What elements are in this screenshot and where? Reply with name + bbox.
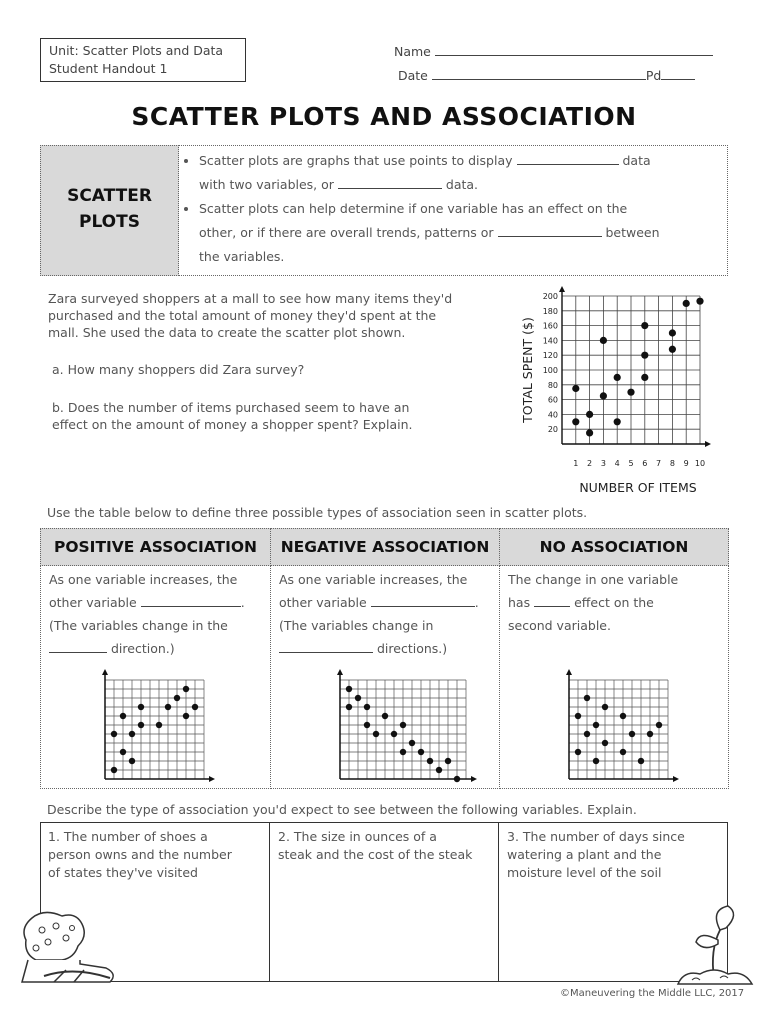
y-axis-arrow: [337, 669, 343, 675]
association-cell: The change in one variable has effect on the second variable.: [499, 565, 729, 789]
data-points: [572, 298, 703, 437]
data-point: [129, 731, 135, 737]
data-point: [391, 731, 397, 737]
y-tick-label: 140: [542, 336, 558, 346]
blank[interactable]: [141, 594, 241, 607]
x-axis-label: NUMBER OF ITEMS: [579, 480, 697, 495]
data-point: [364, 722, 370, 728]
definition-bullet-1: • Scatter plots are graphs that use points to display data with two variables, or data.: [199, 149, 721, 197]
data-point: [364, 704, 370, 710]
blank[interactable]: [49, 640, 107, 653]
name-line[interactable]: [435, 43, 713, 56]
data-point: [641, 374, 648, 381]
x-tick-label: 9: [683, 459, 689, 468]
data-point: [669, 346, 676, 353]
x-tick-labels: [573, 459, 705, 468]
sprout-icon: [670, 900, 760, 990]
definition-bullet-2: • Scatter plots can help determine if one variable has an effect on the other, or if there are overall trends, patterns or between the variables.: [199, 197, 721, 269]
data-point: [586, 411, 593, 418]
data-point: [111, 767, 117, 773]
data-point: [614, 374, 621, 381]
mini-scatter-none: [559, 668, 688, 788]
mini-scatter-negative: [330, 668, 486, 788]
y-tick-label: 60: [547, 395, 558, 405]
association-cell: As one variable increases, the other variable . (The variables change in the direction.): [40, 565, 271, 789]
y-tick-label: 40: [547, 410, 558, 420]
data-point: [409, 740, 415, 746]
question-cell: 1. The number of shoes a person owns and the number of states they've visited: [48, 829, 232, 880]
y-axis-label: TOTAL SPENT ($): [520, 317, 535, 423]
data-point: [584, 695, 590, 701]
data-point: [575, 713, 581, 719]
foot-doodle-icon: [14, 910, 124, 990]
data-point: [129, 758, 135, 764]
data-point: [346, 686, 352, 692]
pd-line[interactable]: [661, 67, 695, 80]
data-point: [641, 322, 648, 329]
data-point: [382, 713, 388, 719]
handout-line: Student Handout 1: [49, 61, 168, 76]
data-point: [183, 713, 189, 719]
name-field[interactable]: [394, 43, 713, 59]
data-point: [111, 731, 117, 737]
data-point: [165, 704, 171, 710]
blank[interactable]: [534, 594, 570, 607]
pd-label: Pd: [645, 68, 662, 83]
y-axis-arrow: [102, 669, 108, 675]
association-header: NO ASSOCIATION: [499, 528, 729, 566]
data-point: [683, 300, 690, 307]
x-tick-label: 3: [600, 459, 606, 468]
x-axis-arrow: [209, 776, 215, 782]
y-tick-label: 20: [547, 425, 558, 435]
y-tick-label: 120: [542, 351, 558, 361]
x-tick-label: 6: [642, 459, 648, 468]
blank[interactable]: [279, 640, 373, 653]
y-tick-label: 160: [542, 321, 558, 331]
data-point: [696, 298, 703, 305]
instructions: Use the table below to define three possible types of association seen in scatter plots.: [47, 505, 588, 520]
y-axis-arrow: [559, 286, 565, 292]
x-axis-arrow: [705, 441, 711, 447]
data-point: [669, 329, 676, 336]
data-point: [120, 749, 126, 755]
blank[interactable]: [338, 176, 442, 189]
x-axis-arrow: [673, 776, 679, 782]
y-tick-label: 180: [542, 306, 558, 316]
y-tick-label: 100: [542, 366, 558, 375]
date-label: Date: [398, 68, 428, 83]
blank[interactable]: [371, 594, 475, 607]
data-point: [138, 722, 144, 728]
copyright: ©Maneuvering the Middle LLC, 2017: [560, 988, 745, 999]
data-point: [138, 704, 144, 710]
data-point: [600, 337, 607, 344]
data-point: [620, 749, 626, 755]
question-b: b. Does the number of items purchased seem to have an effect on the amount of money a shopper spent? Explain.: [52, 400, 413, 432]
plot-grid: [559, 286, 711, 447]
definition-box: [178, 145, 728, 276]
data-point: [647, 731, 653, 737]
problem-text: Zara surveyed shoppers at a mall to see how many items they'd purchased and the total amount of money they'd spent at the mall. She used the data to create the scatter plot shown.: [48, 291, 453, 340]
term-box: [40, 145, 179, 276]
association-header: POSITIVE ASSOCIATION: [40, 528, 271, 566]
data-point: [641, 352, 648, 359]
data-point: [575, 749, 581, 755]
data-point: [373, 731, 379, 737]
data-point: [572, 418, 579, 425]
unit-box: [40, 38, 246, 82]
data-point: [427, 758, 433, 764]
data-point: [192, 704, 198, 710]
data-point: [400, 722, 406, 728]
data-point: [174, 695, 180, 701]
data-point: [400, 749, 406, 755]
data-point: [436, 767, 442, 773]
term-line1: SCATTER: [67, 186, 152, 206]
y-axis-arrow: [566, 669, 572, 675]
data-point: [593, 758, 599, 764]
data-point: [614, 418, 621, 425]
data-point: [572, 385, 579, 392]
y-tick-labels: [543, 292, 558, 434]
data-point: [120, 713, 126, 719]
x-tick-label: 8: [669, 459, 675, 468]
name-label: Name: [394, 44, 431, 59]
data-point: [602, 740, 608, 746]
data-point: [584, 731, 590, 737]
term-line2: PLOTS: [79, 212, 140, 232]
unit-line: Unit: Scatter Plots and Data: [49, 43, 224, 58]
association-header: NEGATIVE ASSOCIATION: [270, 528, 500, 566]
data-point: [156, 722, 162, 728]
data-point: [454, 776, 460, 782]
data-point: [638, 758, 644, 764]
data-point: [586, 429, 593, 436]
data-point: [620, 713, 626, 719]
x-tick-label: 5: [628, 459, 634, 468]
x-axis-arrow: [471, 776, 477, 782]
data-point: [627, 389, 634, 396]
question-cell: 2. The size in ounces of a steak and the cost of the steak: [278, 829, 473, 862]
data-point: [418, 749, 424, 755]
page-title: SCATTER PLOTS AND ASSOCIATION: [131, 102, 637, 131]
question-a: a. How many shoppers did Zara survey?: [52, 362, 305, 377]
mini-scatter-positive: [95, 668, 224, 788]
date-field[interactable]: [398, 67, 695, 83]
y-tick-label: 200: [542, 292, 558, 301]
x-tick-label: 7: [656, 459, 662, 468]
blank[interactable]: [498, 224, 602, 237]
describe-prompt: Describe the type of association you'd expect to see between the following variables. Explain.: [47, 802, 637, 817]
data-point: [629, 731, 635, 737]
x-tick-label: 2: [587, 459, 593, 468]
data-point: [346, 704, 352, 710]
blank[interactable]: [517, 152, 619, 165]
data-point: [602, 704, 608, 710]
data-point: [445, 758, 451, 764]
scatter-plot: [505, 285, 735, 500]
data-point: [593, 722, 599, 728]
data-point: [355, 695, 361, 701]
data-point: [656, 722, 662, 728]
data-point: [600, 392, 607, 399]
x-tick-label: 1: [573, 459, 579, 468]
x-tick-label: 10: [694, 459, 706, 468]
question-cell: 3. The number of days since watering a plant and the moisture level of the soil: [507, 829, 685, 880]
y-tick-label: 80: [547, 380, 558, 390]
x-tick-label: 4: [614, 459, 620, 468]
data-point: [183, 686, 189, 692]
association-cell: As one variable increases, the other variable . (The variables change in directions.): [270, 565, 500, 789]
date-line[interactable]: [432, 67, 646, 80]
